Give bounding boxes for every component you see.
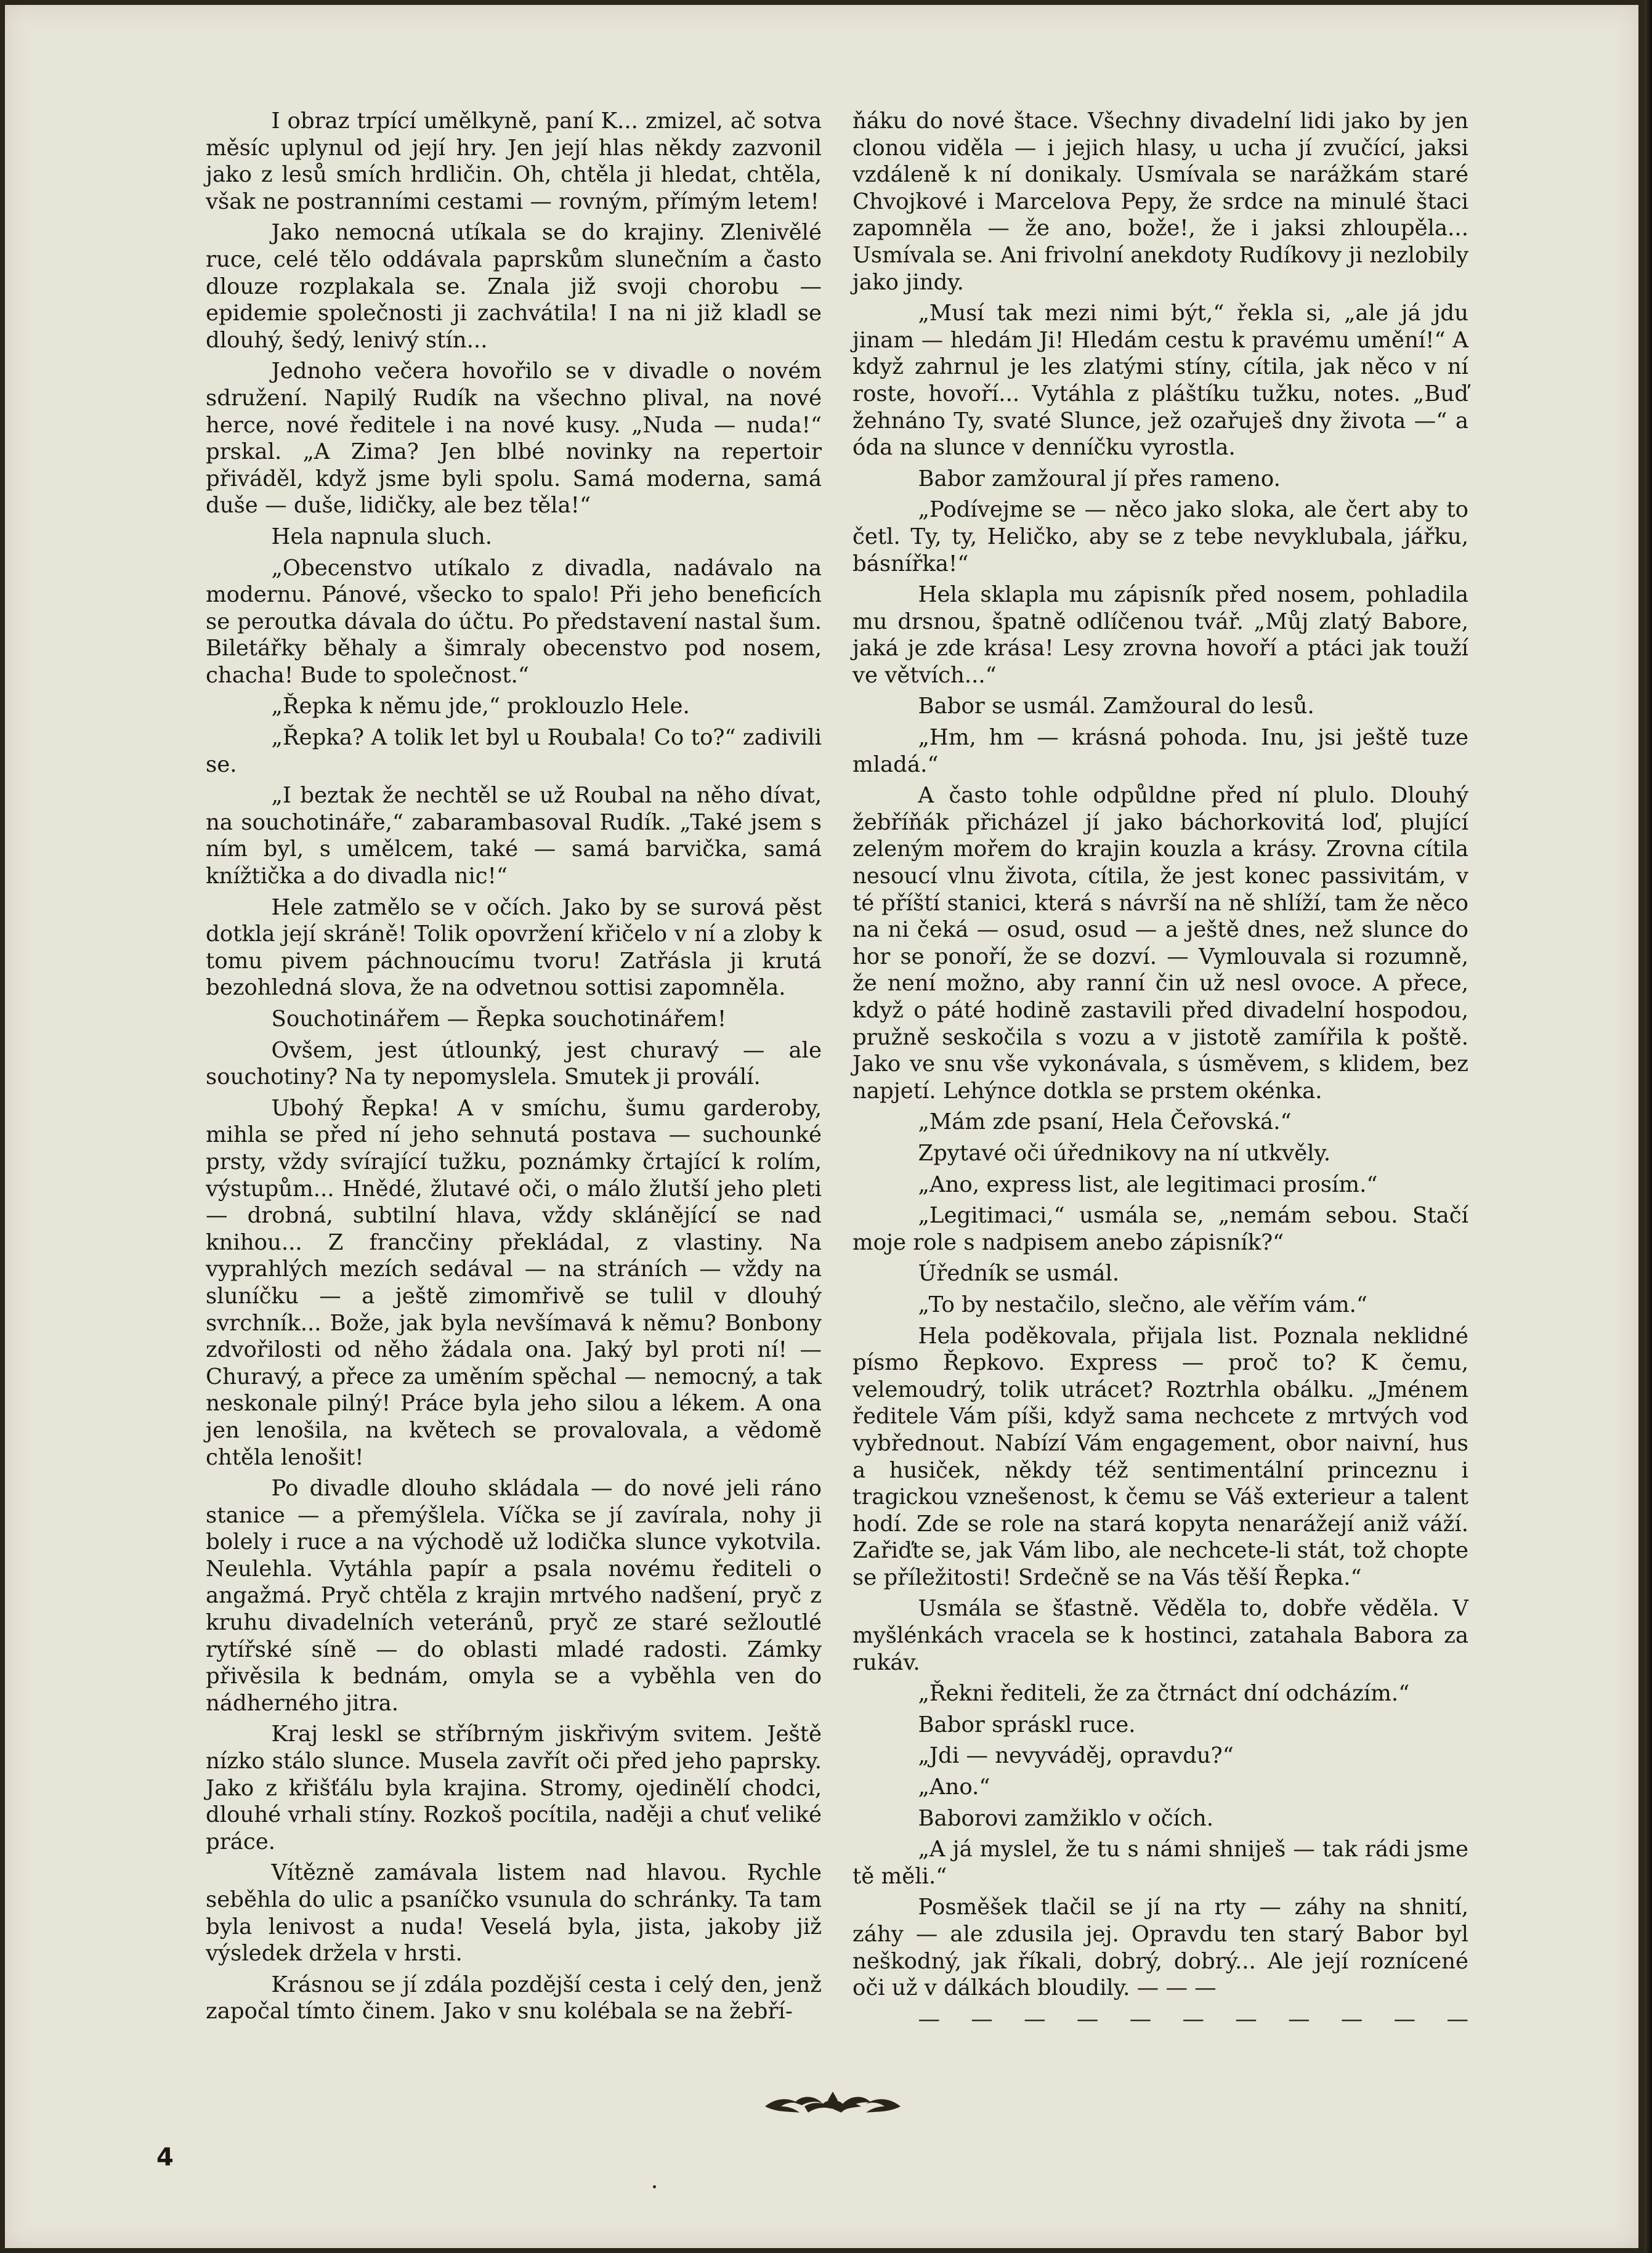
paragraph: Hela poděkovala, přijala list. Poznala neklidné písmo Řepkovo. Express — proč to? K čemu, velemoudrý, tolik utrácet? Roztrhla obálku. „Jménem ředitele Vám píši, když sama nechcete z mrtvých vod vybřednout. Nabízí Vám engagement, obor naivní, hus a husiček, někdy též sentimentální princeznu i tragickou vznešenost, k čemu se Váš exterieur a talent hodí. Zde se role na stará kopyta nenarážejí aniž váží. Zařiďte se, jak Vám libo, ale nechcete-li stát, tož chopte se příležitosti! Srdečně se na Vás těší Řepka.“: [852, 1323, 1468, 1590]
paragraph: Ubohý Řepka! A v smíchu, šumu garderoby, mihla se před ní jeho sehnutá postava — suchounké prsty, vždy svírající tužku, poznámky črtající k rolím, výstupům... Hnědé, žlutavé oči, o málo žlutší jeho pleti — drobná, subtilní hlava, vždy sklánějící se nad knihou... Z francčiny překládal, z vlastiny. Na vyprahlých mezích sedával — na stráních — vždy na sluníčku — a ještě zimomřivě se tulil v dlouhý svrchník... Bože, jak byla nevšímavá k němu? Bonbony zdvořilosti od něho žádala ona. Jaký byl proti ní! — Churavý, a přece za uměním spěchal — nemocný, a tak neskonale pilný! Práce byla jeho silou a lékem. A ona jen lenošila, na květech se provalovala, a vědomě chtěla lenošit!: [206, 1095, 822, 1470]
paragraph: Jednoho večera hovořilo se v divadle o novém sdružení. Napilý Rudík na všechno plival, na nové herce, nové ředitele i na nové kusy. „Nuda — nuda!“ prskal. „A Zima? Jen blbé novinky na repertoir přiváděl, když jsme byli spolu. Samá moderna, samá duše — duše, lidičky, ale bez těla!“: [206, 358, 822, 519]
paragraph: „Ano.“: [918, 1774, 990, 1800]
paragraph: Kraj leskl se stříbrným jiskřivým svitem. Ještě nízko stálo slunce. Musela zavřít oči před jeho paprsky. Jako z křišťálu byla krajina. Stromy, ojedinělí chodci, dlouhé vrhali stíny. Rozkoš pocítila, naději a chuť veliké práce.: [206, 1721, 822, 1855]
paragraph: Baborovi zamžiklo v očích.: [918, 1805, 1213, 1831]
paragraph: „Mám zde psaní, Hela Čeřovská.“: [918, 1109, 1292, 1135]
paragraph: „I beztak že nechtěl se už Roubal na něho dívat, na souchotináře,“ zabarambasoval Rudík. „Také jsem s ním byl, s umělcem, také — samá barvička, samá knížtička a do divadla nic!“: [206, 783, 822, 889]
paragraph: Babor se usmál. Zamžoural do lesů.: [918, 694, 1314, 719]
page-number: 4: [156, 2143, 174, 2172]
paragraph: „Podívejme se — něco jako sloka, ale čert aby to četl. Ty, ty, Heličko, aby se z tebe nevyklubala, jářku, básnířka!“: [852, 497, 1468, 576]
floral-ornament-icon: [759, 2085, 907, 2122]
paragraph: Babor spráskl ruce.: [918, 1712, 1136, 1737]
paragraph: „Legitimaci,“ usmála se, „nemám sebou. Stačí moje role s nadpisem anebo zápisník?“: [852, 1203, 1468, 1255]
dash-separator: — — — — — — — — — — —: [918, 2006, 1468, 2032]
paragraph: „A já myslel, že tu s námi shniješ — tak rádi jsme tě měli.“: [852, 1837, 1468, 1889]
paragraph: Úředník se usmál.: [918, 1261, 1120, 1287]
right-text-column: [852, 108, 1468, 2037]
paragraph: Ovšem, jest útlounký, jest churavý — ale souchotiny? Na ty nepomyslela. Smutek ji proválí.: [206, 1037, 822, 1090]
paragraph: Zpytavé oči úřednikovy na ní utkvěly.: [918, 1140, 1331, 1166]
left-text-column: [206, 108, 822, 2029]
paragraph: Hela napnula sluch.: [271, 524, 493, 549]
paragraph: „Jdi — nevyváděj, opravdu?“: [918, 1743, 1234, 1769]
paragraph: „Obecenstvo utíkalo z divadla, nadávalo na modernu. Pánové, všecko to spalo! Při jeho beneficích se peroutka dávala do účtu. Po představení nastal šum. Biletářky běhaly a šimraly obecenstvo pod nosem, chacha! Bude to společnost.“: [206, 555, 822, 688]
paragraph: Posměšek tlačil se jí na rty — záhy na shnití, záhy — ale zdusila jej. Opravdu ten starý Babor byl neškodný, jak říkali, dobrý, dobrý... Ale její roznícené oči už v dálkách bloudily. — — —: [852, 1895, 1468, 2001]
paragraph: Souchotinářem — Řepka souchotinářem!: [271, 1006, 727, 1032]
paragraph: Usmála se šťastně. Věděla to, dobře věděla. V myšlénkách vracela se k hostinci, zatahala Babora za rukáv.: [852, 1596, 1468, 1675]
paragraph: „Hm, hm — krásná pohoda. Inu, jsi ještě tuze mladá.“: [852, 725, 1468, 777]
paragraph: „Musí tak mezi nimi být,“ řekla si, „ale já jdu jinam — hledám Ji! Hledám cestu k pravému umění!“ A když zahrnul je les zlatými stíny, cítila, jak něco v ní roste, hovoří... Vytáhla z pláštíku tužku, notes. „Buď žehnáno Ty, svaté Slunce, jež ozařuješ dny života —“ a óda na slunce v denníčku vyrostla.: [852, 301, 1468, 461]
paragraph: „Řekni řediteli, že za čtrnáct dní odcházím.“: [918, 1681, 1410, 1707]
paragraph: Po divadle dlouho skládala — do nové jeli ráno stanice — a přemýšlela. Víčka se jí zavírala, nohy ji bolely i ruce a na východě už lodička slunce vykotvila. Neulehla. Vytáhla papír a psala novému řediteli o angažmá. Pryč chtěla z krajin mrtvého nadšení, pryč z kruhu divadelních veteránů, pryč ze staré sežloutlé rytířské síně — do oblasti mladé radosti. Zámky přivěsila k bednám, omyla se a vyběhla ven do nádherného jitra.: [206, 1476, 822, 1716]
paragraph: „Řepka? A tolik let byl u Roubala! Co to?“ zadivili se.: [206, 725, 822, 777]
paragraph: Hela sklapla mu zápisník před nosem, pohladila mu drsnou, špatně odlíčenou tvář. „Můj zlatý Babore, jaká je zde krása! Lesy zrovna hovoří a ptáci jak touží ve větvích...“: [852, 582, 1468, 688]
page-edge-shadow: [1645, 0, 1652, 2253]
paragraph: „Řepka k němu jde,“ proklouzlo Hele.: [271, 694, 690, 719]
paragraph: Vítězně zamávala listem nad hlavou. Rychle seběhla do ulic a psaníčko vsunula do schránky. Ta tam byla lenivost a nuda! Veselá byla, jista, jakoby již výsledek držela v hrsti.: [206, 1860, 822, 1967]
paragraph: „Ano, express list, ale legitimaci prosím.“: [918, 1171, 1378, 1197]
paragraph: I obraz trpící umělkyně, paní K... zmizel, ač sotva měsíc uplynul od její hry. Jen její hlas někdy zazvonil jako z lesů smích hrdličin. Oh, chtěla ji hledat, chtěla, však ne postranními cestami — rovným, přímým letem!: [206, 108, 822, 214]
paragraph-continued: ňáku do nové štace. Všechny divadelní lidi jako by jen clonou viděla — i jejich hlasy, u ucha jí zvučící, jaksi vzdáleně k ní donikaly. Usmívala se narážkám staré Chvojkové i Marcelova Pepy, že srdce na minulé štaci zapomněla — že ano, bože!, že i jaksi zhloupěla... Usmívala se. Ani frivolní anekdoty Rudíkovy ji nezlobily jako jindy.: [852, 108, 1468, 295]
paragraph: „To by nestačilo, slečno, ale věřím vám.“: [918, 1292, 1368, 1317]
print-speck: [653, 2185, 656, 2188]
paragraph: Babor zamžoural jí přes rameno.: [918, 466, 1281, 491]
paragraph: Krásnou se jí zdála pozdější cesta i celý den, jenž započal tímto činem. Jako v snu kolébala se na žebří-: [206, 1972, 822, 2024]
paragraph: Jako nemocná utíkala se do krajiny. Zlenivělé ruce, celé tělo oddávala paprskům slunečním a často dlouze rozplakala se. Znala již svoji chorobu — epidemie společnosti ji zachvátila! I na ni již kladl se dlouhý, šedý, lenivý stín...: [206, 220, 822, 353]
paragraph: A často tohle odpůldne před ní plulo. Dlouhý žebříňák přicházel jí jako báchorkovitá loď, plující zeleným mořem do krajin kouzla a krásy. Zrovna cítila nesoucí vlnu života, cítila, že jest konec passivitám, v té příští stanici, která s návrší na ně shlíží, tam že něco na ni čeká — osud, osud — a ještě dnes, než slunce do hor se ponoří, že se dozví. — Vymlouvala si rozumně, že není možno, aby ranní čin už nesl ovoce. A přece, když o páté hodině zastavili před divadelní hospodou, pružně seskočila s vozu a v jistotě zamířila k poště. Jako ve snu vše vykonávala, s úsměvem, s klidem, bez napjetí. Lehýnce dotkla se prstem okénka.: [852, 783, 1468, 1104]
paragraph: Hele zatmělo se v očích. Jako by se surová pěst dotkla její skráně! Tolik opovržení křičelo v ní a zloby k tomu pivem páchnoucímu tvoru! Zatřásla ji krutá bezohledná slova, že na odvetnou sottisi zapomněla.: [206, 894, 822, 1001]
